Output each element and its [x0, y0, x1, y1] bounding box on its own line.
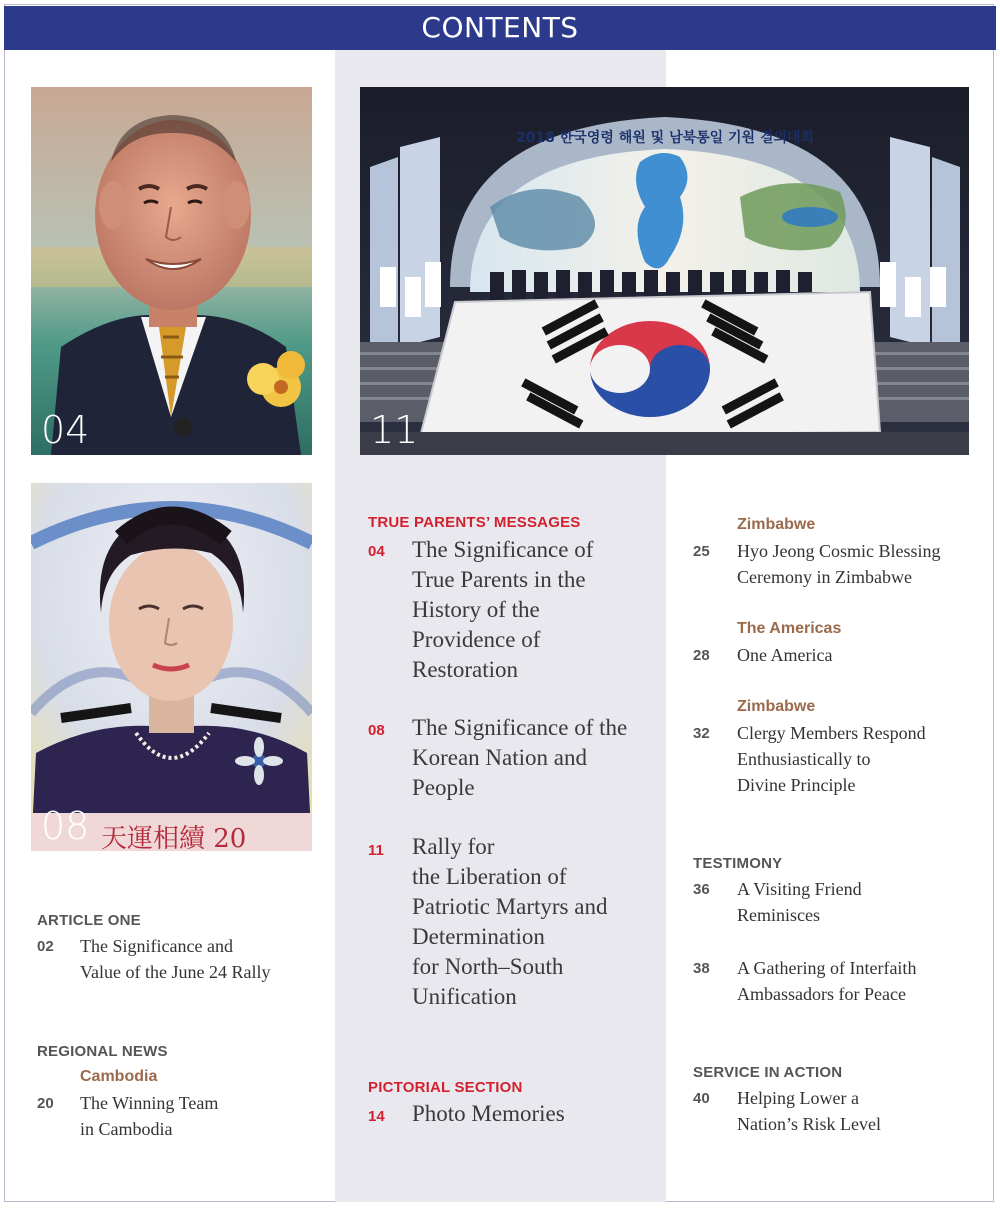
title-line: Enthusiastically to	[737, 749, 871, 769]
title-line: Divine Principle	[737, 775, 856, 795]
title-line: Hyo Jeong Cosmic Blessing	[737, 541, 941, 561]
toc-entry-title[interactable]	[412, 832, 607, 1012]
toc-entry-title[interactable]	[412, 535, 593, 685]
page-number: 20	[37, 1095, 54, 1112]
section-heading-true-parents: TRUE PARENTS’ MESSAGES	[368, 514, 581, 531]
title-line: Ambassadors for Peace	[737, 984, 906, 1004]
page-number: 02	[37, 938, 54, 955]
title-line: Reminisces	[737, 905, 820, 925]
title-line: for North–South	[412, 954, 564, 979]
toc-entry-title[interactable]	[80, 1090, 218, 1142]
title-line: the Liberation of	[412, 864, 567, 889]
title-line: People	[412, 775, 475, 800]
section-heading-article-one: ARTICLE ONE	[37, 912, 141, 929]
title-line: Providence of	[412, 627, 541, 652]
title-line: Determination	[412, 924, 545, 949]
toc-entry-title[interactable]	[412, 713, 627, 803]
section-heading-testimony: TESTIMONY	[693, 855, 783, 872]
toc-entry-title[interactable]	[737, 538, 941, 590]
title-line: One America	[737, 645, 833, 665]
title-line: The Significance of the	[412, 715, 628, 740]
title-line: in Cambodia	[80, 1119, 173, 1139]
title-line: Nation’s Risk Level	[737, 1114, 881, 1134]
toc-entry-title[interactable]	[737, 720, 926, 798]
banner-text: 天運相續 20	[101, 824, 247, 851]
title-line: Photo Memories	[412, 1101, 565, 1126]
page-title: CONTENTS	[4, 6, 996, 50]
photo-page-number: 11	[370, 408, 419, 452]
toc-entry-title[interactable]	[737, 642, 832, 668]
toc-entry-title[interactable]	[737, 955, 916, 1007]
page-number: 36	[693, 881, 710, 898]
title-line: A Visiting Friend	[737, 879, 862, 899]
section-heading-pictorial: PICTORIAL SECTION	[368, 1079, 523, 1096]
title-line: Korean Nation and	[412, 745, 587, 770]
page-number: 25	[693, 543, 710, 560]
title-line: Helping Lower a	[737, 1088, 859, 1108]
stage-banner-text: 2018 한국영령 해원 및 남북통일 기원 결의대회	[515, 130, 815, 146]
toc-entry-title[interactable]	[80, 933, 270, 985]
section-heading-regional-news: REGIONAL NEWS	[37, 1043, 168, 1060]
toc-entry-title[interactable]	[737, 1085, 881, 1137]
page-number: 28	[693, 647, 710, 664]
photo-rally[interactable]	[360, 87, 969, 455]
page-number: 38	[693, 960, 710, 977]
title-line: True Parents in the	[412, 567, 586, 592]
photo-page-number: 04	[41, 408, 90, 452]
toc-entry-title[interactable]	[737, 876, 862, 928]
region-label: The Americas	[737, 620, 842, 637]
page-number: 11	[368, 842, 384, 859]
page-number: 40	[693, 1090, 710, 1107]
region-label: Zimbabwe	[737, 516, 816, 533]
photo-founder[interactable]	[31, 87, 312, 455]
title-line: History of the	[412, 597, 540, 622]
title-line: Clergy Members Respond	[737, 723, 926, 743]
section-heading-service: SERVICE IN ACTION	[693, 1064, 843, 1081]
title-line: The Significance and	[80, 936, 233, 956]
page-number: 08	[368, 722, 385, 739]
toc-entry-title[interactable]	[412, 1099, 565, 1129]
page-number: 04	[368, 543, 385, 560]
photo-co-founder[interactable]	[31, 483, 312, 851]
title-line: Patriotic Martyrs and	[412, 894, 608, 919]
photo-founder-image	[31, 87, 312, 455]
region-label: Cambodia	[80, 1068, 158, 1085]
page-number: 32	[693, 725, 710, 742]
title-line: Restoration	[412, 657, 519, 682]
photo-page-number: 08	[41, 804, 90, 848]
title-line: Value of the June 24 Rally	[80, 962, 271, 982]
title-line: The Winning Team	[80, 1093, 219, 1113]
region-label: Zimbabwe	[737, 698, 816, 715]
title-line: Rally for	[412, 834, 495, 859]
title-line: Ceremony in Zimbabwe	[737, 567, 912, 587]
title-line: A Gathering of Interfaith	[737, 958, 917, 978]
photo-co-founder-image	[31, 483, 312, 851]
page-number: 14	[368, 1108, 385, 1125]
photo-rally-image	[360, 87, 969, 455]
title-line: The Significance of	[412, 537, 594, 562]
title-line: Unification	[412, 984, 517, 1009]
